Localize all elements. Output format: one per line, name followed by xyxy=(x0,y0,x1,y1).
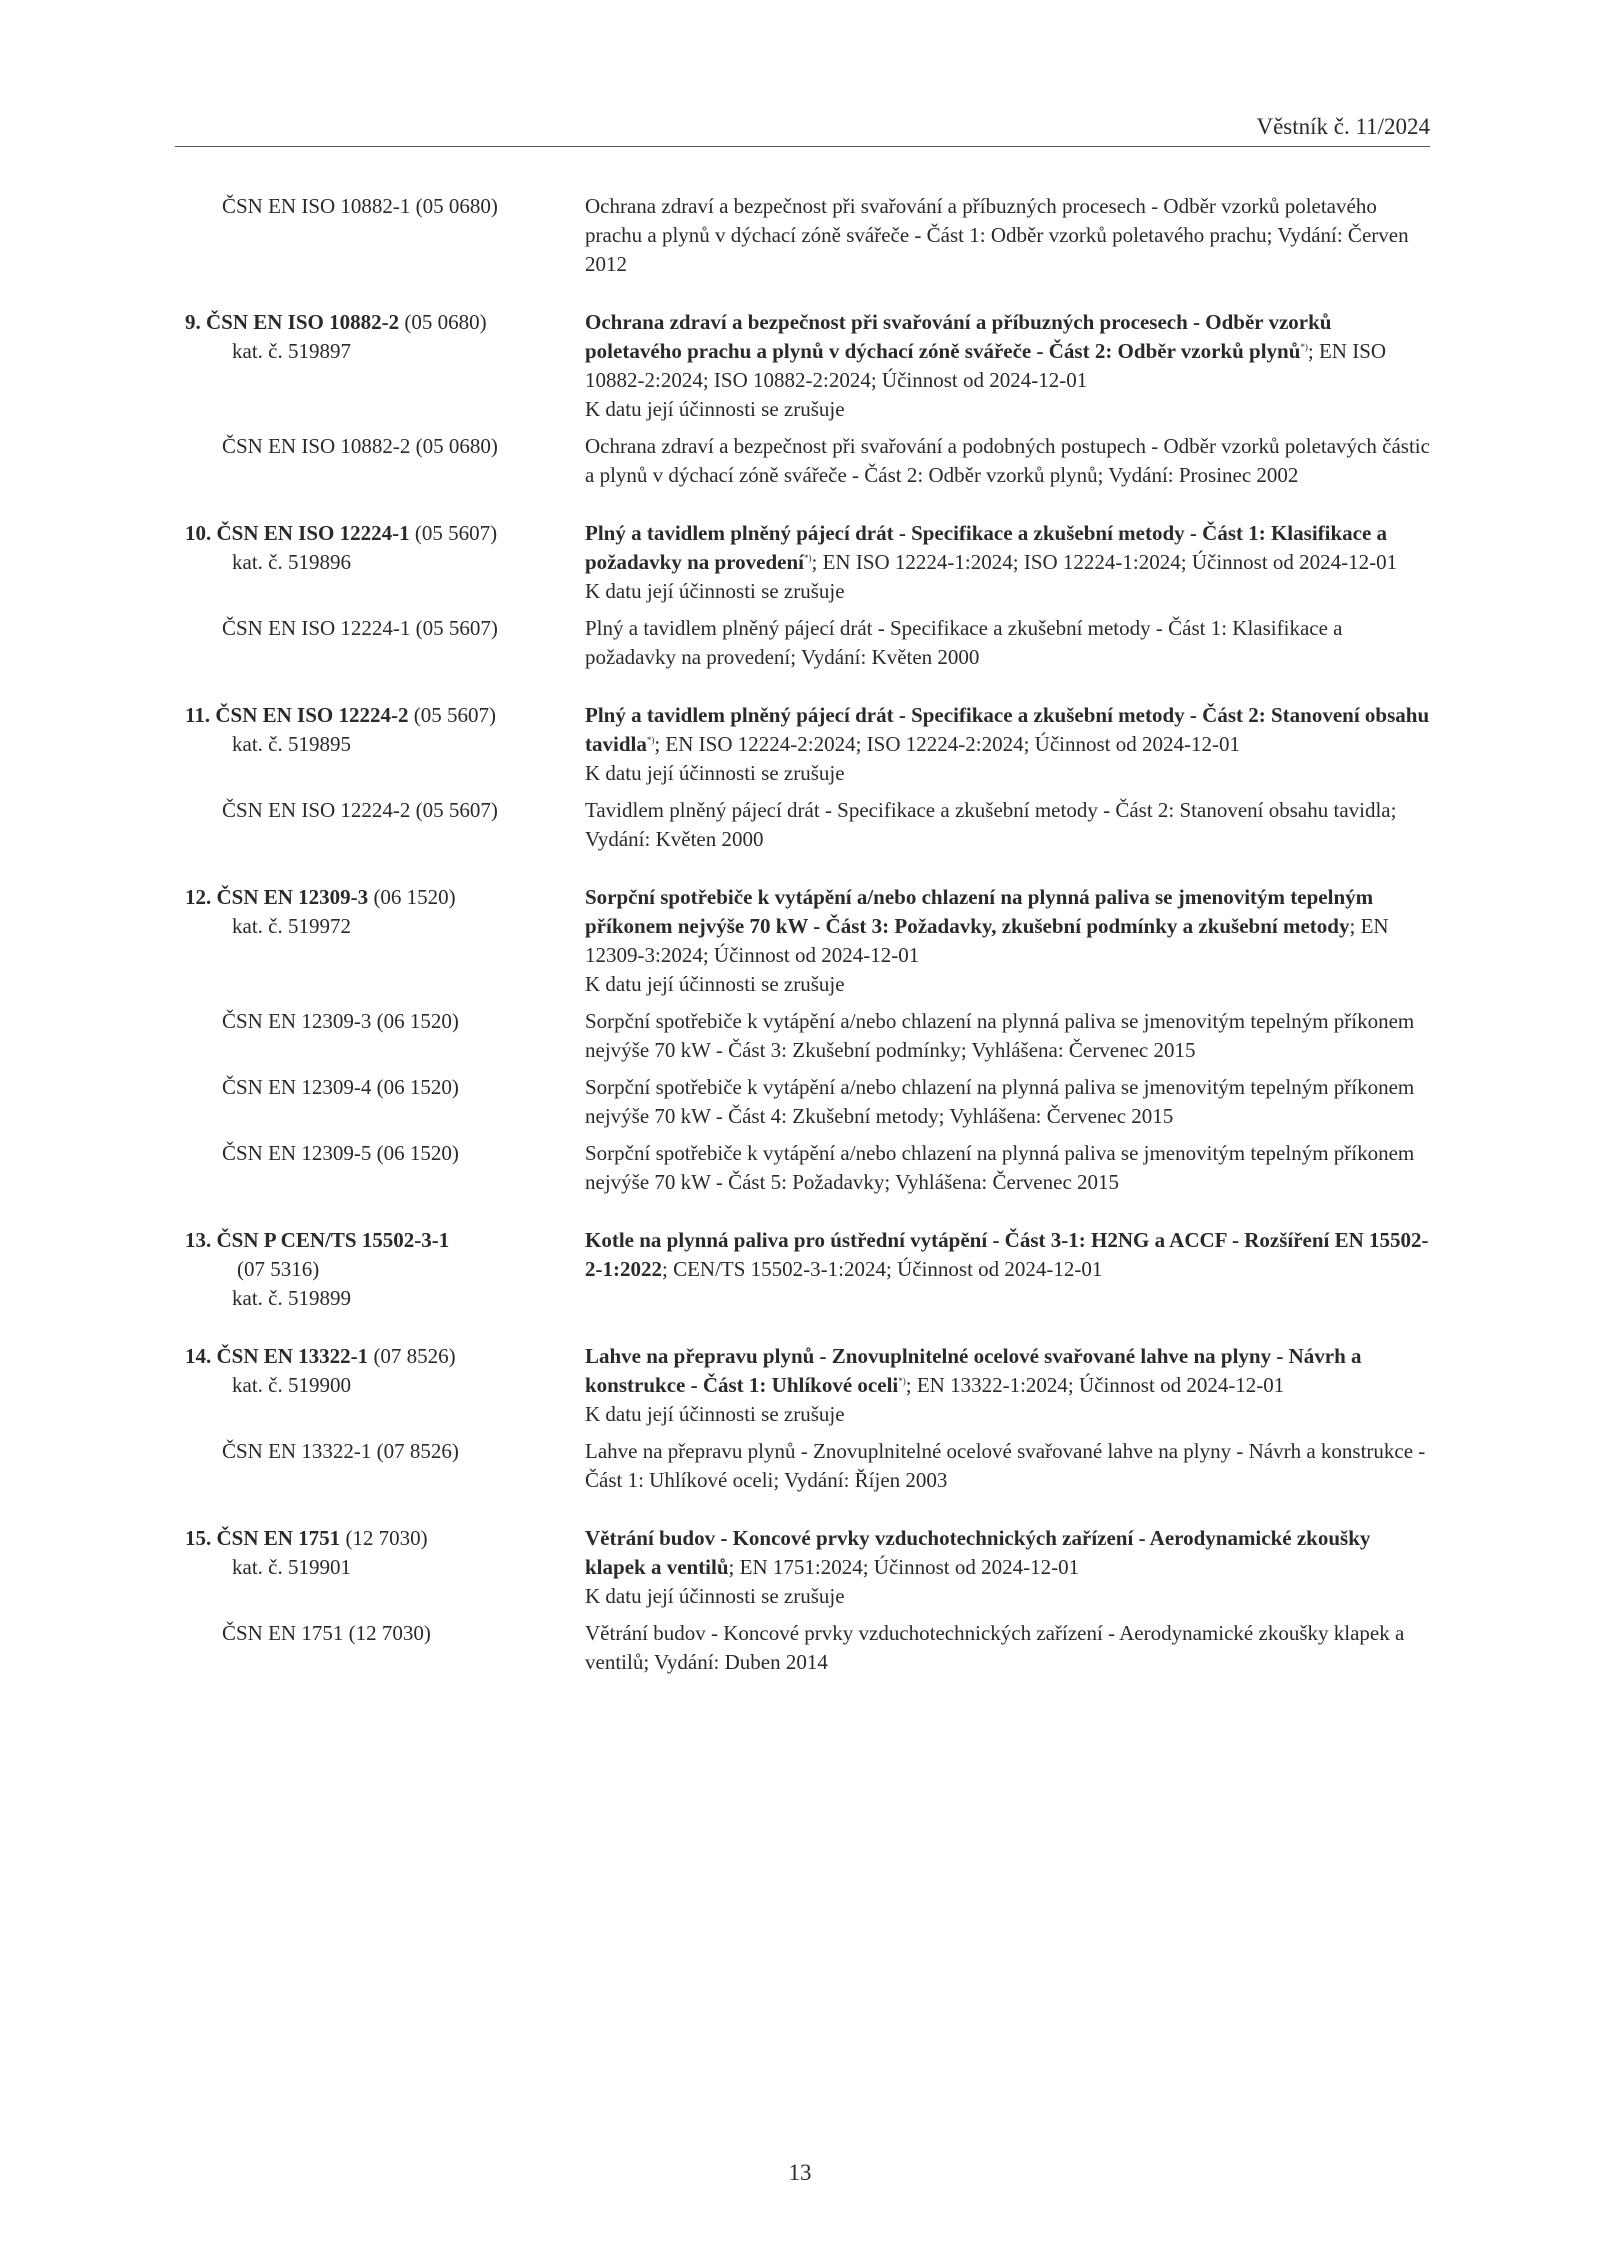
replaced-standard xyxy=(175,614,1430,672)
replaced-text: Sorpční spotřebiče k vytápění a/nebo chlazení na plynná paliva se jmenovitým tepelným příkonem nejvýše 70 kW - Část 4: Zkušební metody; Vyhlášena: Červenec 2015 xyxy=(585,1075,1415,1128)
standard-entry xyxy=(175,1226,1430,1313)
entry-number: 11. xyxy=(185,703,211,727)
replaced-code: ČSN EN 13322-1 (07 8526) xyxy=(222,1439,459,1463)
entry-main xyxy=(175,308,1430,424)
catalog-number: kat. č. 519895 xyxy=(232,732,351,756)
entry-identifier xyxy=(175,1342,585,1429)
standard-title: Ochrana zdraví a bezpečnost při svařování a příbuzných procesech - Odběr vzorků poletavého prachu a plynů v dýchací zóně svářeče - Část 2: Odběr vzorků plynů xyxy=(585,310,1332,363)
cancel-note: K datu její účinnosti se zrušuje xyxy=(585,1584,845,1608)
standard-title: Lahve na přepravu plynů - Znovuplnitelné ocelové svařované lahve na plyny - Návrh a konstrukce - Část 1: Uhlíkové oceli xyxy=(585,1344,1362,1397)
replaced-text: Sorpční spotřebiče k vytápění a/nebo chlazení na plynná paliva se jmenovitým tepelným příkonem nejvýše 70 kW - Část 3: Zkušební podmínky; Vyhlášena: Červenec 2015 xyxy=(585,1009,1415,1062)
entry-number: 12. xyxy=(185,885,212,909)
standard-entry xyxy=(175,883,1430,1197)
replaced-text: Lahve na přepravu plynů - Znovuplnitelné ocelové svařované lahve na plyny - Návrh a konstrukce - Část 1: Uhlíkové oceli; Vydání: Říjen 2003 xyxy=(585,1439,1426,1492)
replaced-standard xyxy=(175,1073,1430,1131)
replaced-standard xyxy=(175,1007,1430,1065)
entry-description xyxy=(585,308,1430,424)
bulletin-title: Věstník č. 11/2024 xyxy=(1256,114,1430,139)
entry-number: 9. xyxy=(185,310,201,334)
class-code: (12 7030) xyxy=(345,1526,428,1550)
entry-main xyxy=(175,1226,1430,1313)
entry-main xyxy=(175,1524,1430,1611)
cancel-note: K datu její účinnosti se zrušuje xyxy=(585,1402,845,1426)
standard-details: ; CEN/TS 15502-3-1:2024; Účinnost od 2024-12-01 xyxy=(662,1257,1103,1281)
standard-entry xyxy=(175,701,1430,854)
entry-description xyxy=(585,519,1430,606)
entry-identifier xyxy=(175,883,585,999)
replaced-text: Sorpční spotřebiče k vytápění a/nebo chlazení na plynná paliva se jmenovitým tepelným příkonem nejvýše 70 kW - Část 5: Požadavky; Vyhlášena: Červenec 2015 xyxy=(585,1141,1415,1194)
replaced-standard xyxy=(175,1437,1430,1495)
standard-code: ČSN EN 12309-3 xyxy=(216,885,369,909)
footnote-mark: *) xyxy=(1300,342,1308,352)
replaced-standard xyxy=(175,432,1430,490)
catalog-number: kat. č. 519901 xyxy=(232,1555,351,1579)
standard-code: ČSN EN 13322-1 xyxy=(216,1344,369,1368)
replaced-text: Plný a tavidlem plněný pájecí drát - Specifikace a zkušební metody - Část 1: Klasifikace a požadavky na provedení; Vydání: Květen 2000 xyxy=(585,616,1343,669)
replaced-text: Ochrana zdraví a bezpečnost při svařování a podobných postupech - Odběr vzorků poletavých částic a plynů v dýchací zóně svářeče - Část 2: Odběr vzorků plynů; Vydání: Prosinec 2002 xyxy=(585,434,1430,487)
catalog-number: kat. č. 519972 xyxy=(232,914,351,938)
class-code: (05 5607) xyxy=(414,521,498,545)
catalog-number: kat. č. 519899 xyxy=(232,1286,351,1310)
replaced-code: ČSN EN ISO 10882-1 (05 0680) xyxy=(222,194,498,218)
page-footer xyxy=(0,2158,1600,2187)
entry-identifier xyxy=(175,519,585,606)
page-header xyxy=(175,112,1430,147)
standard-entry xyxy=(175,1524,1430,1677)
cancel-note: K datu její účinnosti se zrušuje xyxy=(585,761,845,785)
footnote-mark: *) xyxy=(804,553,812,563)
class-code: (07 5316) xyxy=(237,1257,320,1281)
entry-description xyxy=(585,701,1430,788)
standard-details: ; EN ISO 12224-1:2024; ISO 12224-1:2024; Účinnost od 2024-12-01 xyxy=(811,550,1398,574)
standard-title: Větrání budov - Koncové prvky vzduchotechnických zařízení - Aerodynamické zkoušky klapek a ventilů xyxy=(585,1526,1371,1579)
standard-code: ČSN EN ISO 10882-2 xyxy=(206,310,400,334)
standard-entry xyxy=(175,519,1430,672)
replaced-text: Větrání budov - Koncové prvky vzduchotechnických zařízení - Aerodynamické zkoušky klapek a ventilů; Vydání: Duben 2014 xyxy=(585,1621,1405,1674)
replaced-text: Tavidlem plněný pájecí drát - Specifikace a zkušební metody - Část 2: Stanovení obsahu tavidla; Vydání: Květen 2000 xyxy=(585,798,1397,851)
catalog-number: kat. č. 519897 xyxy=(232,339,351,363)
replaced-standard xyxy=(175,1619,1430,1677)
replaced-code: ČSN EN 12309-5 (06 1520) xyxy=(222,1141,459,1165)
footnote-mark: *) xyxy=(646,735,655,745)
class-code: (07 8526) xyxy=(373,1344,456,1368)
replaced-code: ČSN EN ISO 12224-1 (05 5607) xyxy=(222,616,498,640)
standard-entry xyxy=(175,308,1430,490)
footnote-mark: *) xyxy=(898,1376,906,1386)
standard-title: Plný a tavidlem plněný pájecí drát - Specifikace a zkušební metody - Část 2: Stanovení obsahu tavidla xyxy=(585,703,1430,756)
entry-description xyxy=(585,883,1430,999)
entry-identifier xyxy=(175,1226,585,1313)
entry-number: 10. xyxy=(185,521,212,545)
standard-code: ČSN EN 1751 xyxy=(216,1526,341,1550)
catalog-number: kat. č. 519900 xyxy=(232,1373,351,1397)
standard-entry xyxy=(175,1342,1430,1495)
replaced-code: ČSN EN ISO 12224-2 (05 5607) xyxy=(222,798,498,822)
standard-details: ; EN ISO 10882-2:2024; ISO 10882-2:2024; Účinnost od 2024-12-01 xyxy=(585,339,1387,392)
entry-number: 13. xyxy=(185,1228,212,1252)
page-number: 13 xyxy=(788,2160,812,2185)
replaced-standard xyxy=(175,1139,1430,1197)
class-code: (06 1520) xyxy=(373,885,456,909)
replaced-code: ČSN EN ISO 10882-2 (05 0680) xyxy=(222,434,498,458)
replaced-standard xyxy=(175,192,1430,279)
standard-details: ; EN 12309-3:2024; Účinnost od 2024-12-01 xyxy=(585,914,1389,967)
replaced-code: ČSN EN 12309-3 (06 1520) xyxy=(222,1009,459,1033)
standard-title: Kotle na plynná paliva pro ústřední vytápění - Část 3-1: H2NG a ACCF - Rozšíření EN 15502-2-1:2022 xyxy=(585,1228,1429,1281)
replaced-standard xyxy=(175,796,1430,854)
class-code: (05 5607) xyxy=(413,703,496,727)
cancel-note: K datu její účinnosti se zrušuje xyxy=(585,579,845,603)
entry-main xyxy=(175,1342,1430,1429)
standard-details: ; EN ISO 12224-2:2024; ISO 12224-2:2024; Účinnost od 2024-12-01 xyxy=(654,732,1240,756)
standard-title: Sorpční spotřebiče k vytápění a/nebo chlazení na plynná paliva se jmenovitým tepelným příkonem nejvýše 70 kW - Část 3: Požadavky, zkušební podmínky a zkušební metody xyxy=(585,885,1374,938)
standard-details: ; EN 13322-1:2024; Účinnost od 2024-12-01 xyxy=(905,1373,1285,1397)
entry-main xyxy=(175,701,1430,788)
cancel-note: K datu její účinnosti se zrušuje xyxy=(585,397,845,421)
entry-number: 14. xyxy=(185,1344,212,1368)
entry-main xyxy=(175,519,1430,606)
replaced-text: Ochrana zdraví a bezpečnost při svařování a příbuzných procesech - Odběr vzorků poletavého prachu a plynů v dýchací zóně svářeče - Část 1: Odběr vzorků poletavého prachu; Vydání: Červen 2012 xyxy=(585,194,1409,276)
standard-code: ČSN EN ISO 12224-1 xyxy=(216,521,410,545)
standard-title: Plný a tavidlem plněný pájecí drát - Specifikace a zkušební metody - Část 1: Klasifikace a požadavky na provedení xyxy=(585,521,1388,574)
replaced-code: ČSN EN 12309-4 (06 1520) xyxy=(222,1075,459,1099)
standards-list xyxy=(175,192,1430,1677)
entry-identifier xyxy=(175,701,585,788)
standard-details: ; EN 1751:2024; Účinnost od 2024-12-01 xyxy=(728,1555,1080,1579)
catalog-number: kat. č. 519896 xyxy=(232,550,351,574)
class-code: (05 0680) xyxy=(404,310,487,334)
entry-description xyxy=(585,1524,1430,1611)
standard-code: ČSN P CEN/TS 15502-3-1 xyxy=(216,1228,450,1252)
cancel-note: K datu její účinnosti se zrušuje xyxy=(585,972,845,996)
standard-code: ČSN EN ISO 12224-2 xyxy=(215,703,409,727)
entry-number: 15. xyxy=(185,1526,212,1550)
entry-main xyxy=(175,883,1430,999)
entry-description xyxy=(585,1226,1430,1313)
replaced-code: ČSN EN 1751 (12 7030) xyxy=(222,1621,431,1645)
entry-description xyxy=(585,1342,1430,1429)
entry-identifier xyxy=(175,308,585,424)
entry-identifier xyxy=(175,1524,585,1611)
